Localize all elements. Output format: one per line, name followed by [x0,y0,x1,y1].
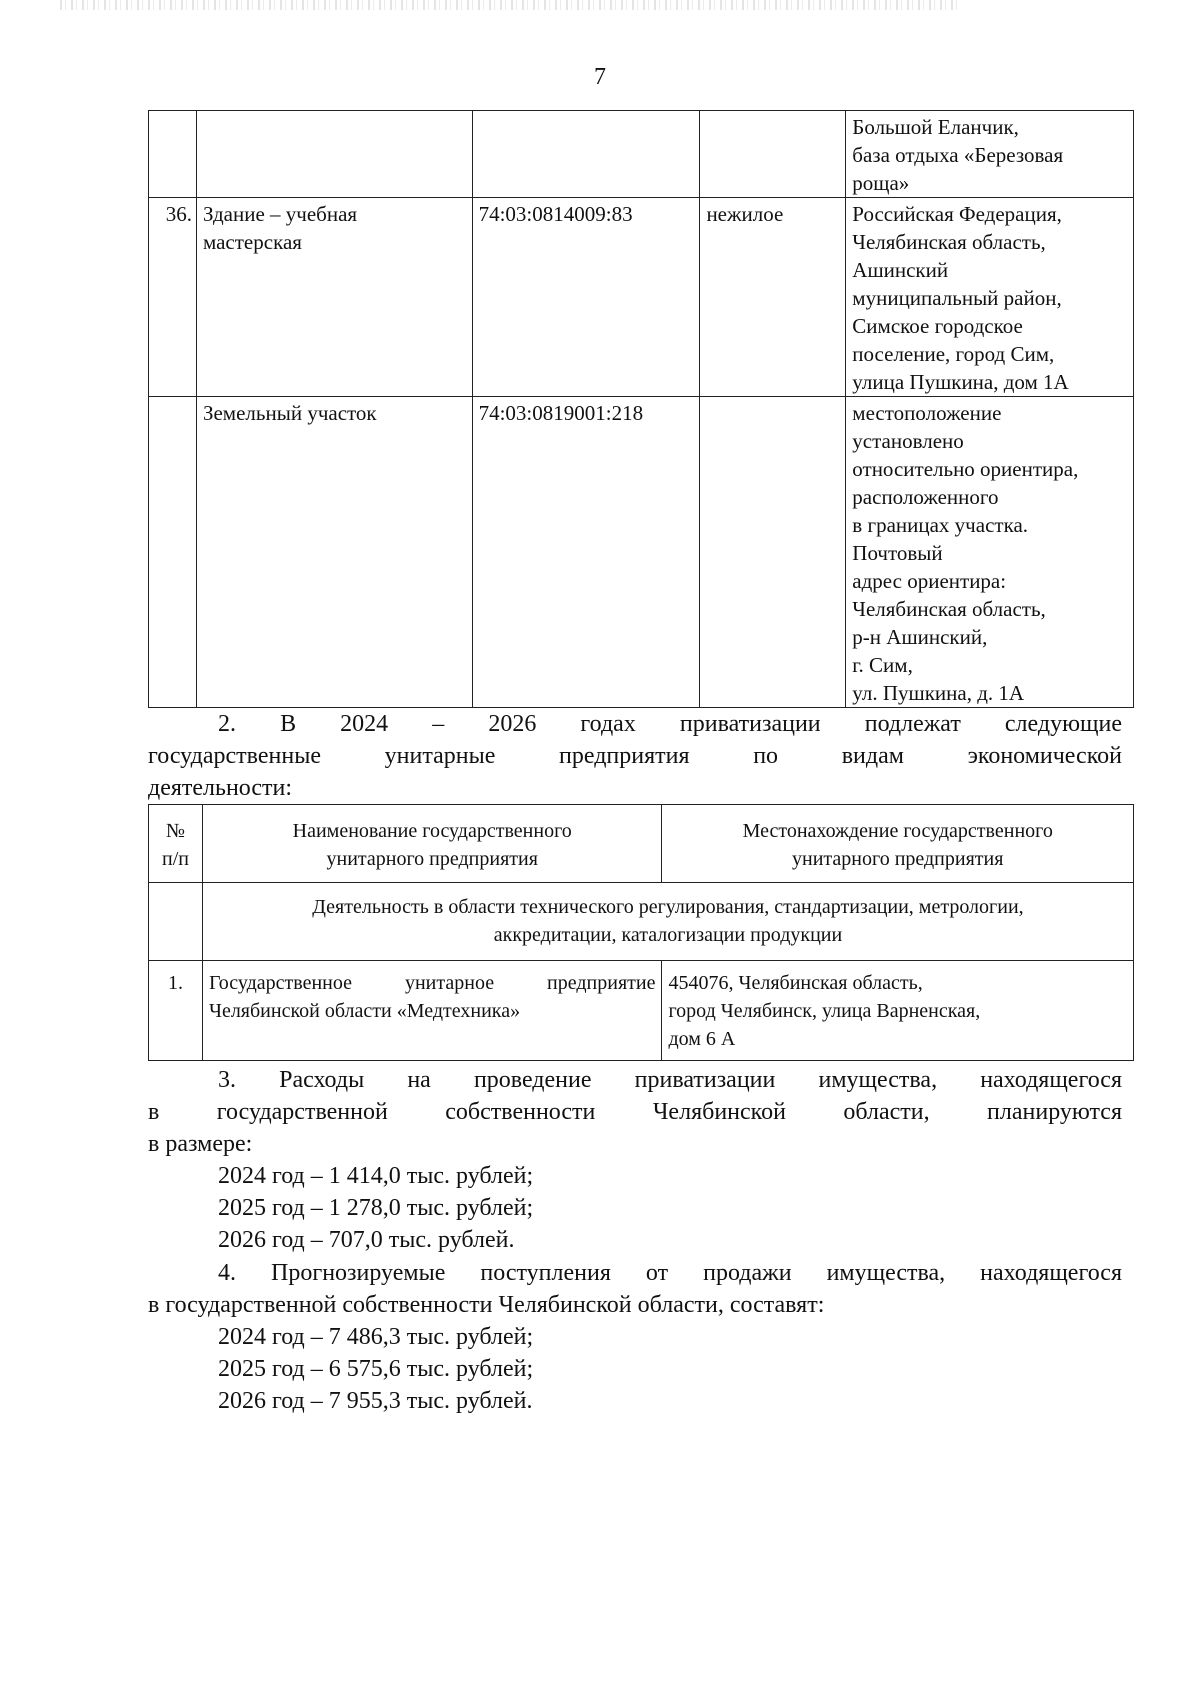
object-name: Земельный участок [196,397,472,708]
section-num-cell [149,883,203,961]
object-address: местоположение установлено относительно ориентира, расположенного в границах участка. Почтовый адрес ориентира: Челябинская область, р-н Ашинский, г. Сим, ул. Пушкина, д. 1А [846,397,1134,708]
paragraph-2-line-3: деятельности: [148,775,293,801]
section-row [149,883,1134,961]
enterprise-name: Государственное унитарное предприятие Челябинской области «Медтехника» [202,961,662,1061]
object-type: нежилое [700,198,846,397]
table-row [149,198,1134,397]
expense-item: 2025 год – 1 278,0 тыс. рублей; [218,1195,534,1221]
header-num: № п/п [149,805,203,883]
object-address: Большой Еланчик, база отдыха «Березовая роща» [846,111,1134,198]
header-location: Местонахождение государственного унитарного предприятия [662,805,1134,883]
paragraph-4-line-2: в государственной собственности Челябинской области, составят: [148,1292,825,1318]
revenue-item: 2026 год – 7 955,3 тыс. рублей. [218,1388,533,1414]
paragraph-2-line-1: 2. В 2024 – 2026 годах приватизации подлежат следующие [218,711,1122,737]
object-name: Здание – учебная мастерская [196,198,472,397]
row-number: 1. [149,961,203,1061]
row-number [149,111,197,198]
object-name [196,111,472,198]
paragraph-3-line-2: в государственной собственности Челябинской области, планируются [148,1099,1122,1125]
cadastral-number: 74:03:0819001:218 [472,397,700,708]
paragraph-3-line-1: 3. Расходы на проведение приватизации имущества, находящегося [218,1067,1122,1093]
revenue-item: 2025 год – 6 575,6 тыс. рублей; [218,1356,534,1382]
table-row [149,397,1134,708]
enterprise-table [148,804,1134,1061]
paragraph-3-line-3: в размере: [148,1131,253,1157]
paragraph-4-line-1: 4. Прогнозируемые поступления от продажи имущества, находящегося [218,1260,1122,1286]
table-header-row [149,805,1134,883]
property-table [148,110,1134,708]
scan-noise [60,0,960,10]
object-address: Российская Федерация, Челябинская область, Ашинский муниципальный район, Симское городское поселение, город Сим, улица Пушкина, дом 1А [846,198,1134,397]
cadastral-number: 74:03:0814009:83 [472,198,700,397]
page-number: 7 [594,64,606,90]
object-type [700,111,846,198]
cadastral-number [472,111,700,198]
object-type [700,397,846,708]
expense-item: 2024 год – 1 414,0 тыс. рублей; [218,1163,534,1189]
table-row [149,111,1134,198]
enterprise-location: 454076, Челябинская область, город Челябинск, улица Варненская, дом 6 А [662,961,1134,1061]
header-name: Наименование государственного унитарного предприятия [202,805,662,883]
paragraph-2-line-2: государственные унитарные предприятия по видам экономической [148,743,1122,769]
table-row [149,961,1134,1061]
row-number [149,397,197,708]
revenue-item: 2024 год – 7 486,3 тыс. рублей; [218,1324,534,1350]
section-title: Деятельность в области технического регулирования, стандартизации, метрологии, аккредитации, каталогизации продукции [202,883,1133,961]
expense-item: 2026 год – 707,0 тыс. рублей. [218,1227,515,1253]
row-number: 36. [149,198,197,397]
